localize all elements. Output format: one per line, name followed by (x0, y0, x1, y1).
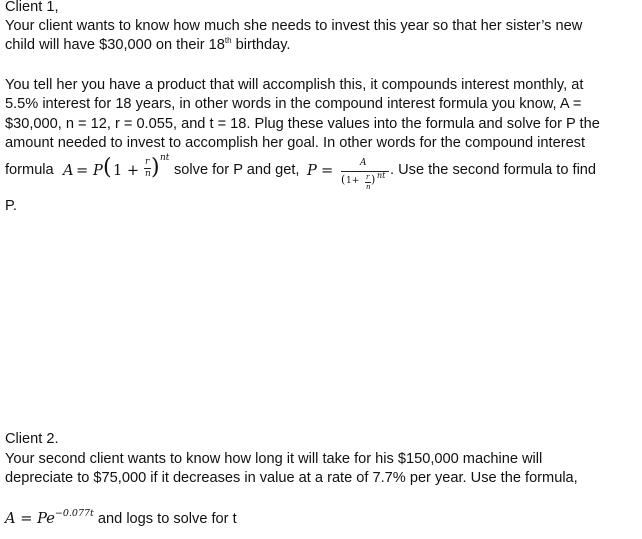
formula2-numerator: A (360, 158, 367, 168)
client1-line2-post: birthday. (231, 37, 291, 53)
client2-heading: Client 2. (5, 431, 59, 447)
formula1-one-plus: 1 + (113, 162, 140, 179)
formula1-r: r (145, 157, 150, 167)
formula1-left-paren: ( (103, 155, 112, 180)
client1-para2-line4: amount needed to invest to accomplish her goal. In other words for the compound interest (5, 135, 586, 151)
formula1-p: P (93, 162, 103, 179)
client1-last-line: P. (5, 198, 17, 214)
client2-line2: depreciate to $75,000 if it decreases in value at a rate of 7.7% per year. Use the formula, (5, 470, 578, 486)
formula-middle-text: solve for P and get, (174, 162, 300, 178)
formula2-denominator-text: 1+ (346, 176, 360, 186)
formula2-n: n (366, 183, 371, 191)
client2-line1: Your second client wants to know how long it will take for his $150,000 machine will (5, 451, 543, 467)
formula2-r: r (366, 173, 370, 181)
formula2-denom-right-paren: ) (371, 173, 376, 186)
formula2-denom-left-paren: ( (341, 173, 346, 186)
formula1-n: n (145, 169, 151, 179)
formula3-equals: = (20, 510, 33, 527)
formula1-right-paren: ) (151, 155, 160, 180)
client1-line2-sup: th (224, 36, 232, 45)
formula1-lhs: A (63, 162, 74, 179)
client2-formula-line (5, 509, 237, 531)
client2-formula-suffix: and logs to solve for t (93, 511, 237, 527)
client1-para2-line2: 5.5% interest for 18 years, in other words in the compound interest formula you know, A = (5, 96, 582, 112)
formula1-exponent: nt (160, 153, 170, 163)
formula2-lhs: P (307, 162, 317, 179)
client1-line2-pre: child will have $30,000 on their 18 (5, 37, 225, 53)
formula2-equals: = (321, 162, 334, 179)
formula3-exponent: −0.077t (54, 508, 94, 519)
formula-line (5, 152, 633, 198)
client1-heading: Client 1, (5, 0, 59, 15)
depreciation-formula (5, 510, 94, 527)
formula3-rhs-base: Pe (37, 510, 55, 527)
formula-prefix: formula (5, 162, 54, 178)
client1-line2 (5, 36, 291, 55)
client1-para2-line3: $30,000, n = 12, r = 0.055, and t = 18. Plug these values into the formula and solve for P the (5, 116, 600, 132)
formula1-equals: = (76, 162, 89, 179)
client1-para2-line1: You tell her you have a product that will accomplish this, it compounds interest monthly, at (5, 77, 584, 93)
formula2-exponent: nt (377, 171, 386, 180)
formula-suffix-text: . Use the second formula to find (390, 162, 597, 178)
formula3-lhs: A (5, 510, 16, 527)
client1-line1: Your client wants to know how much she needs to invest this year so that her sister’s new (5, 18, 583, 34)
